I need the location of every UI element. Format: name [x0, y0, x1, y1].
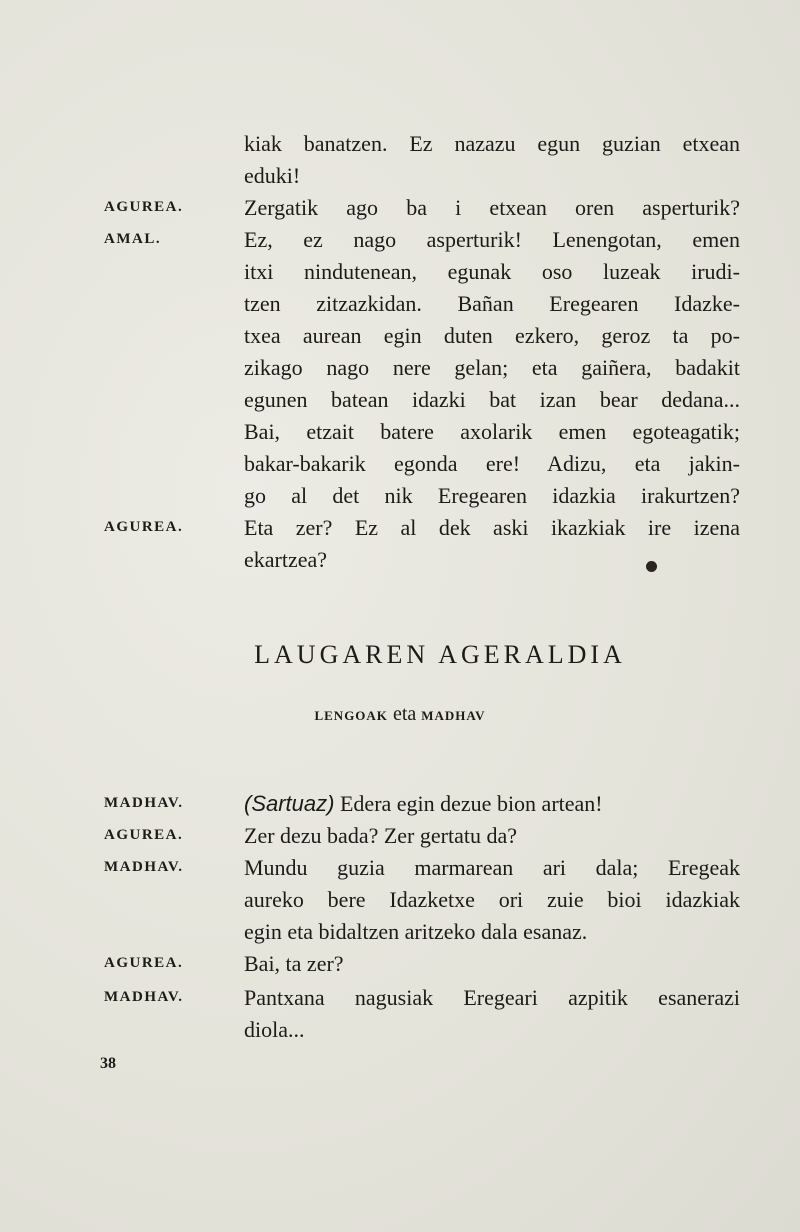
dialogue-line: Bai, etzait batere axolarik emen egoteagatik; — [244, 419, 740, 444]
dialogue-line: Ez, ez nago asperturik! Lenengotan, emen — [244, 227, 740, 252]
speaker-label: MADHAV. — [104, 795, 184, 811]
scene-sub-characters: LENGOAK — [314, 708, 388, 723]
speaker-label: AGUREA. — [104, 827, 184, 843]
dialogue-line: diola... — [244, 1017, 305, 1042]
dialogue-line — [244, 788, 740, 820]
dialogue-line: Zergatik ago ba i etxean oren asperturik? — [244, 195, 740, 220]
speaker-label: MADHAV. — [104, 989, 184, 1005]
dialogue-line: Eta zer? Ez al dek aski ikazkiak ire izena — [244, 515, 740, 540]
speaker-label: AGUREA. — [104, 199, 184, 215]
dialogue-line: aureko bere Idazketxe ori zuie bioi idazkiak — [244, 887, 740, 912]
scene-title: LAUGAREN AGERALDIA — [254, 640, 626, 669]
dialogue-line: egin eta bidaltzen aritzeko dala esanaz. — [244, 919, 588, 944]
dialogue-text: Edera egin dezue bion artean! — [334, 791, 603, 816]
dialogue-line: eduki! — [244, 163, 301, 188]
speaker-label: AGUREA. — [104, 519, 184, 535]
stage-direction: (Sartuaz) — [244, 791, 335, 816]
scene-sub-and: eta — [392, 703, 417, 725]
ink-spot — [646, 561, 657, 572]
dialogue-line: go al det nik Eregearen idazkia irakurtzen? — [244, 483, 740, 508]
dialogue-line: kiak banatzen. Ez nazazu egun guzian etxean — [244, 131, 740, 156]
speaker-label: AMAL. — [104, 231, 162, 247]
dialogue-line: zikago nago nere gelan; eta gaiñera, badakit — [244, 355, 740, 380]
dialogue-line: txea aurean egin duten ezkero, geroz ta po- — [244, 323, 740, 348]
dialogue-line: Bai, ta zer? — [244, 951, 344, 976]
speaker-label: AGUREA. — [104, 955, 184, 971]
dialogue-line: Zer dezu bada? Zer gertatu da? — [244, 823, 517, 848]
dialogue-line: egunen batean idazki bat izan bear dedana... — [244, 387, 740, 412]
scene-sub-madhav: MADHAV — [421, 708, 486, 723]
dialogue-line: itxi nindutenean, egunak oso luzeak irudi- — [244, 259, 740, 284]
dialogue-line: tzen zitzazkidan. Bañan Eregearen Idazke- — [244, 291, 740, 316]
scene-subtitle — [0, 703, 800, 726]
speaker-label: MADHAV. — [104, 859, 184, 875]
dialogue-line: ekartzea? — [244, 547, 328, 572]
dialogue-line: Pantxana nagusiak Eregeari azpitik esanerazi — [244, 985, 740, 1010]
dialogue-line: bakar-bakarik egonda ere! Adizu, eta jakin- — [244, 451, 740, 476]
dialogue-line: Mundu guzia marmarean ari dala; Eregeak — [244, 855, 740, 880]
page-number: 38 — [100, 1055, 116, 1072]
